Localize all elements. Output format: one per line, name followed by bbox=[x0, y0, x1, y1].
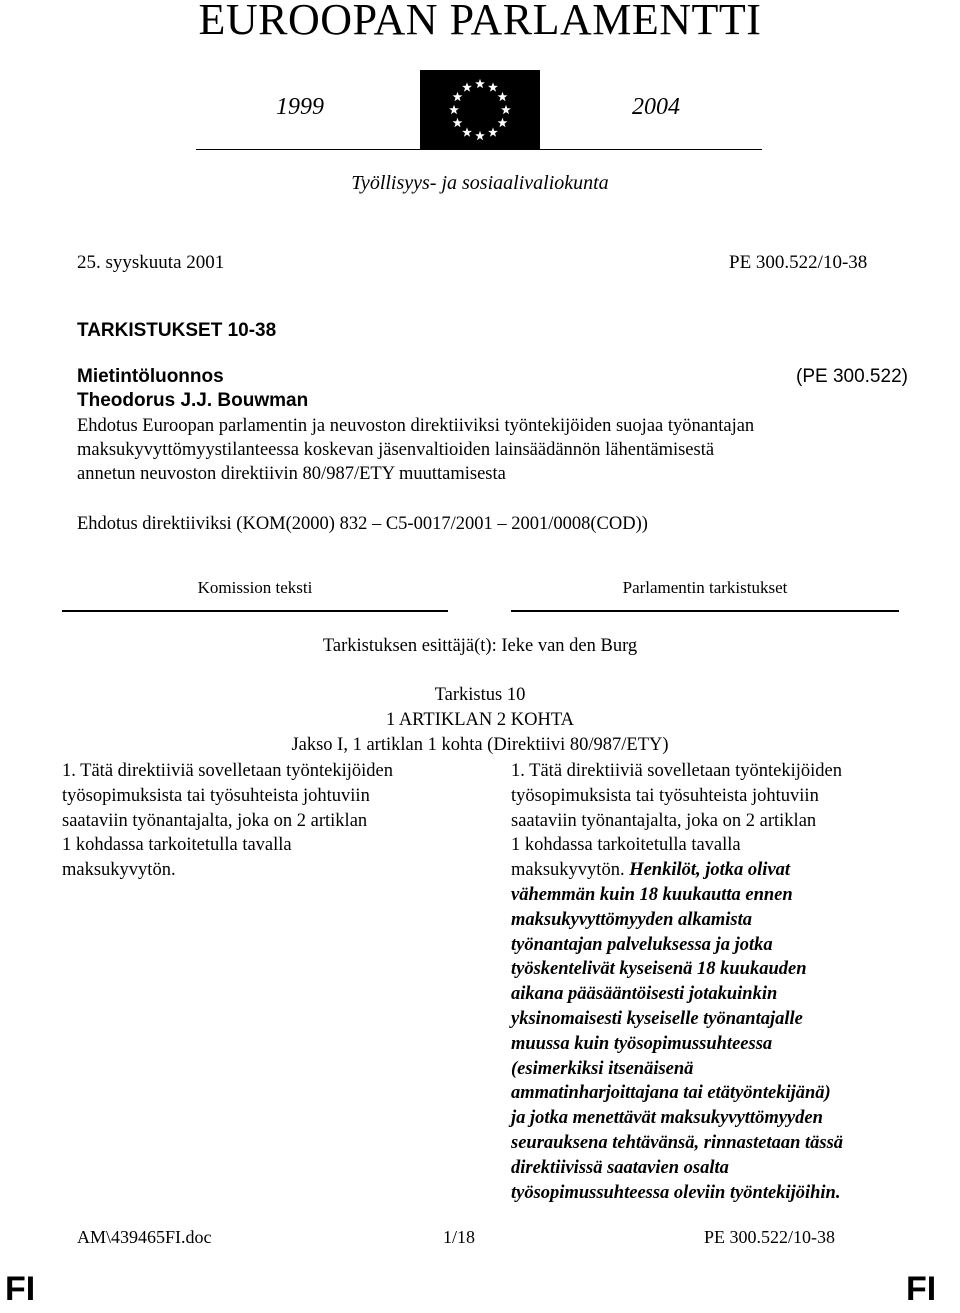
right-column-rule bbox=[511, 610, 899, 612]
star-icon bbox=[475, 131, 485, 140]
amendment-added-line: vähemmän kuin 18 kuukautta ennen bbox=[511, 884, 793, 905]
amendment-added-line: yksinomaisesti kyseiselle työnantajalle bbox=[511, 1008, 803, 1029]
commission-text bbox=[62, 759, 482, 883]
commission-text-line: maksukyvytön. bbox=[62, 860, 176, 881]
amendment-added-line: (esimerkiksi itsenäisenä bbox=[511, 1058, 694, 1079]
report-reference: (PE 300.522) bbox=[796, 366, 908, 387]
proposal-title-line: Ehdotus Euroopan parlamentin ja neuvoston direktiiviksi työntekijöiden suojaa työnantajan bbox=[77, 416, 755, 436]
committee-name: Työllisyys- ja sosiaalivaliokunta bbox=[351, 172, 609, 194]
amendment-added-line: maksukyvyttömyyden alkamista bbox=[511, 909, 752, 930]
document-date: 25. syyskuuta 2001 bbox=[77, 252, 225, 273]
proposal-title-line: annetun neuvoston direktiivin 80/987/ETY muuttamisesta bbox=[77, 464, 506, 484]
amendments-heading: TARKISTUKSET 10-38 bbox=[77, 320, 277, 341]
amendment-plain-text: maksukyvytön. bbox=[511, 860, 625, 881]
star-icon bbox=[449, 105, 459, 114]
star-icon bbox=[453, 118, 463, 127]
amendment-added-line: direktiivissä saatavien osalta bbox=[511, 1157, 729, 1178]
language-code-left: FI bbox=[5, 1270, 36, 1308]
commission-text-line: 1. Tätä direktiiviä sovelletaan työntekijöiden bbox=[62, 761, 394, 781]
proposal-reference: Ehdotus direktiiviksi (KOM(2000) 832 – C5-0017/2001 – 2001/0008(COD)) bbox=[77, 514, 648, 534]
footer-page-number: 1/18 bbox=[443, 1227, 476, 1247]
amendment-added-line: työsopimussuhteessa oleviin työntekijöihin. bbox=[511, 1182, 841, 1203]
star-icon bbox=[498, 118, 508, 127]
amendment-text-line: 1. Tätä direktiiviä sovelletaan työntekijöiden bbox=[511, 761, 843, 781]
amendment-added-line: työnantajan palveluksessa ja jotka bbox=[511, 934, 773, 955]
star-icon bbox=[462, 82, 472, 91]
amendment-text-line: saataviin työnantajalta, joka on 2 artiklan bbox=[511, 810, 817, 831]
amendment-tabler: Tarkistuksen esittäjä(t): Ieke van den Burg bbox=[322, 636, 638, 656]
left-column-rule bbox=[62, 610, 448, 612]
language-code-right: FI bbox=[906, 1270, 937, 1308]
amendment-added-line: aikana pääsääntöisesti jotakuinkin bbox=[511, 984, 778, 1005]
amendment-text-line: 1 kohdassa tarkoitetulla tavalla bbox=[511, 835, 741, 856]
eu-stars-icon bbox=[420, 70, 540, 150]
amendment-number: Tarkistus 10 bbox=[434, 685, 526, 705]
star-icon bbox=[498, 92, 508, 101]
star-icon bbox=[488, 82, 498, 91]
amendment-added-line: ja jotka menettävät maksukyvyttömyyden bbox=[511, 1108, 823, 1129]
star-icon bbox=[462, 127, 472, 136]
footer-reference: PE 300.522/10-38 bbox=[704, 1227, 836, 1247]
term-start-year: 1999 bbox=[276, 94, 324, 120]
star-icon bbox=[488, 127, 498, 136]
star-icon bbox=[475, 79, 485, 88]
parliament-amendments-heading: Parlamentin tarkistukset bbox=[622, 578, 788, 597]
rapporteur-name: Theodorus J.J. Bouwman bbox=[77, 390, 309, 411]
eu-flag-icon bbox=[420, 70, 540, 150]
term-end-year: 2004 bbox=[632, 94, 680, 120]
commission-text-line: 1 kohdassa tarkoitetulla tavalla bbox=[62, 835, 292, 856]
amendment-text-line: työsopimuksista tai työsuhteista johtuviin bbox=[511, 785, 819, 806]
amendment-added-line: seurauksena tehtävänsä, rinnastetaan tässä bbox=[511, 1132, 844, 1153]
amendment-text-line bbox=[511, 858, 931, 883]
section-reference: Jakso I, 1 artiklan 1 kohta (Direktiivi 80/987/ETY) bbox=[291, 735, 669, 755]
parliament-amendment-text bbox=[511, 759, 931, 1205]
article-reference: 1 ARTIKLAN 2 KOHTA bbox=[385, 710, 575, 730]
commission-text-line: saataviin työnantajalta, joka on 2 artiklan bbox=[62, 810, 368, 831]
amendment-added-line: muussa kuin työsopimussuhteessa bbox=[511, 1033, 773, 1054]
star-icon bbox=[501, 105, 511, 114]
proposal-title-line: maksukyvyttömyystilanteessa koskevan jäsenvaltioiden lainsäädännön lähentämisestä bbox=[77, 440, 715, 460]
star-icon bbox=[453, 92, 463, 101]
footer-document-name: AM\439465FI.doc bbox=[77, 1227, 212, 1247]
document-reference: PE 300.522/10-38 bbox=[729, 252, 868, 273]
commission-text-heading: Komission teksti bbox=[197, 578, 313, 597]
header-divider bbox=[196, 149, 762, 150]
commission-text-line: työsopimuksista tai työsuhteista johtuviin bbox=[62, 785, 370, 806]
parliament-title: EUROOPAN PARLAMENTTI bbox=[198, 0, 762, 44]
amendment-added-line: ammatinharjoittajana tai etätyöntekijänä) bbox=[511, 1083, 831, 1104]
amendment-added-line: työskentelivät kyseisenä 18 kuukauden bbox=[511, 959, 807, 980]
report-label: Mietintöluonnos bbox=[77, 366, 224, 387]
amendment-added-text: Henkilöt, jotka olivat bbox=[629, 860, 791, 881]
